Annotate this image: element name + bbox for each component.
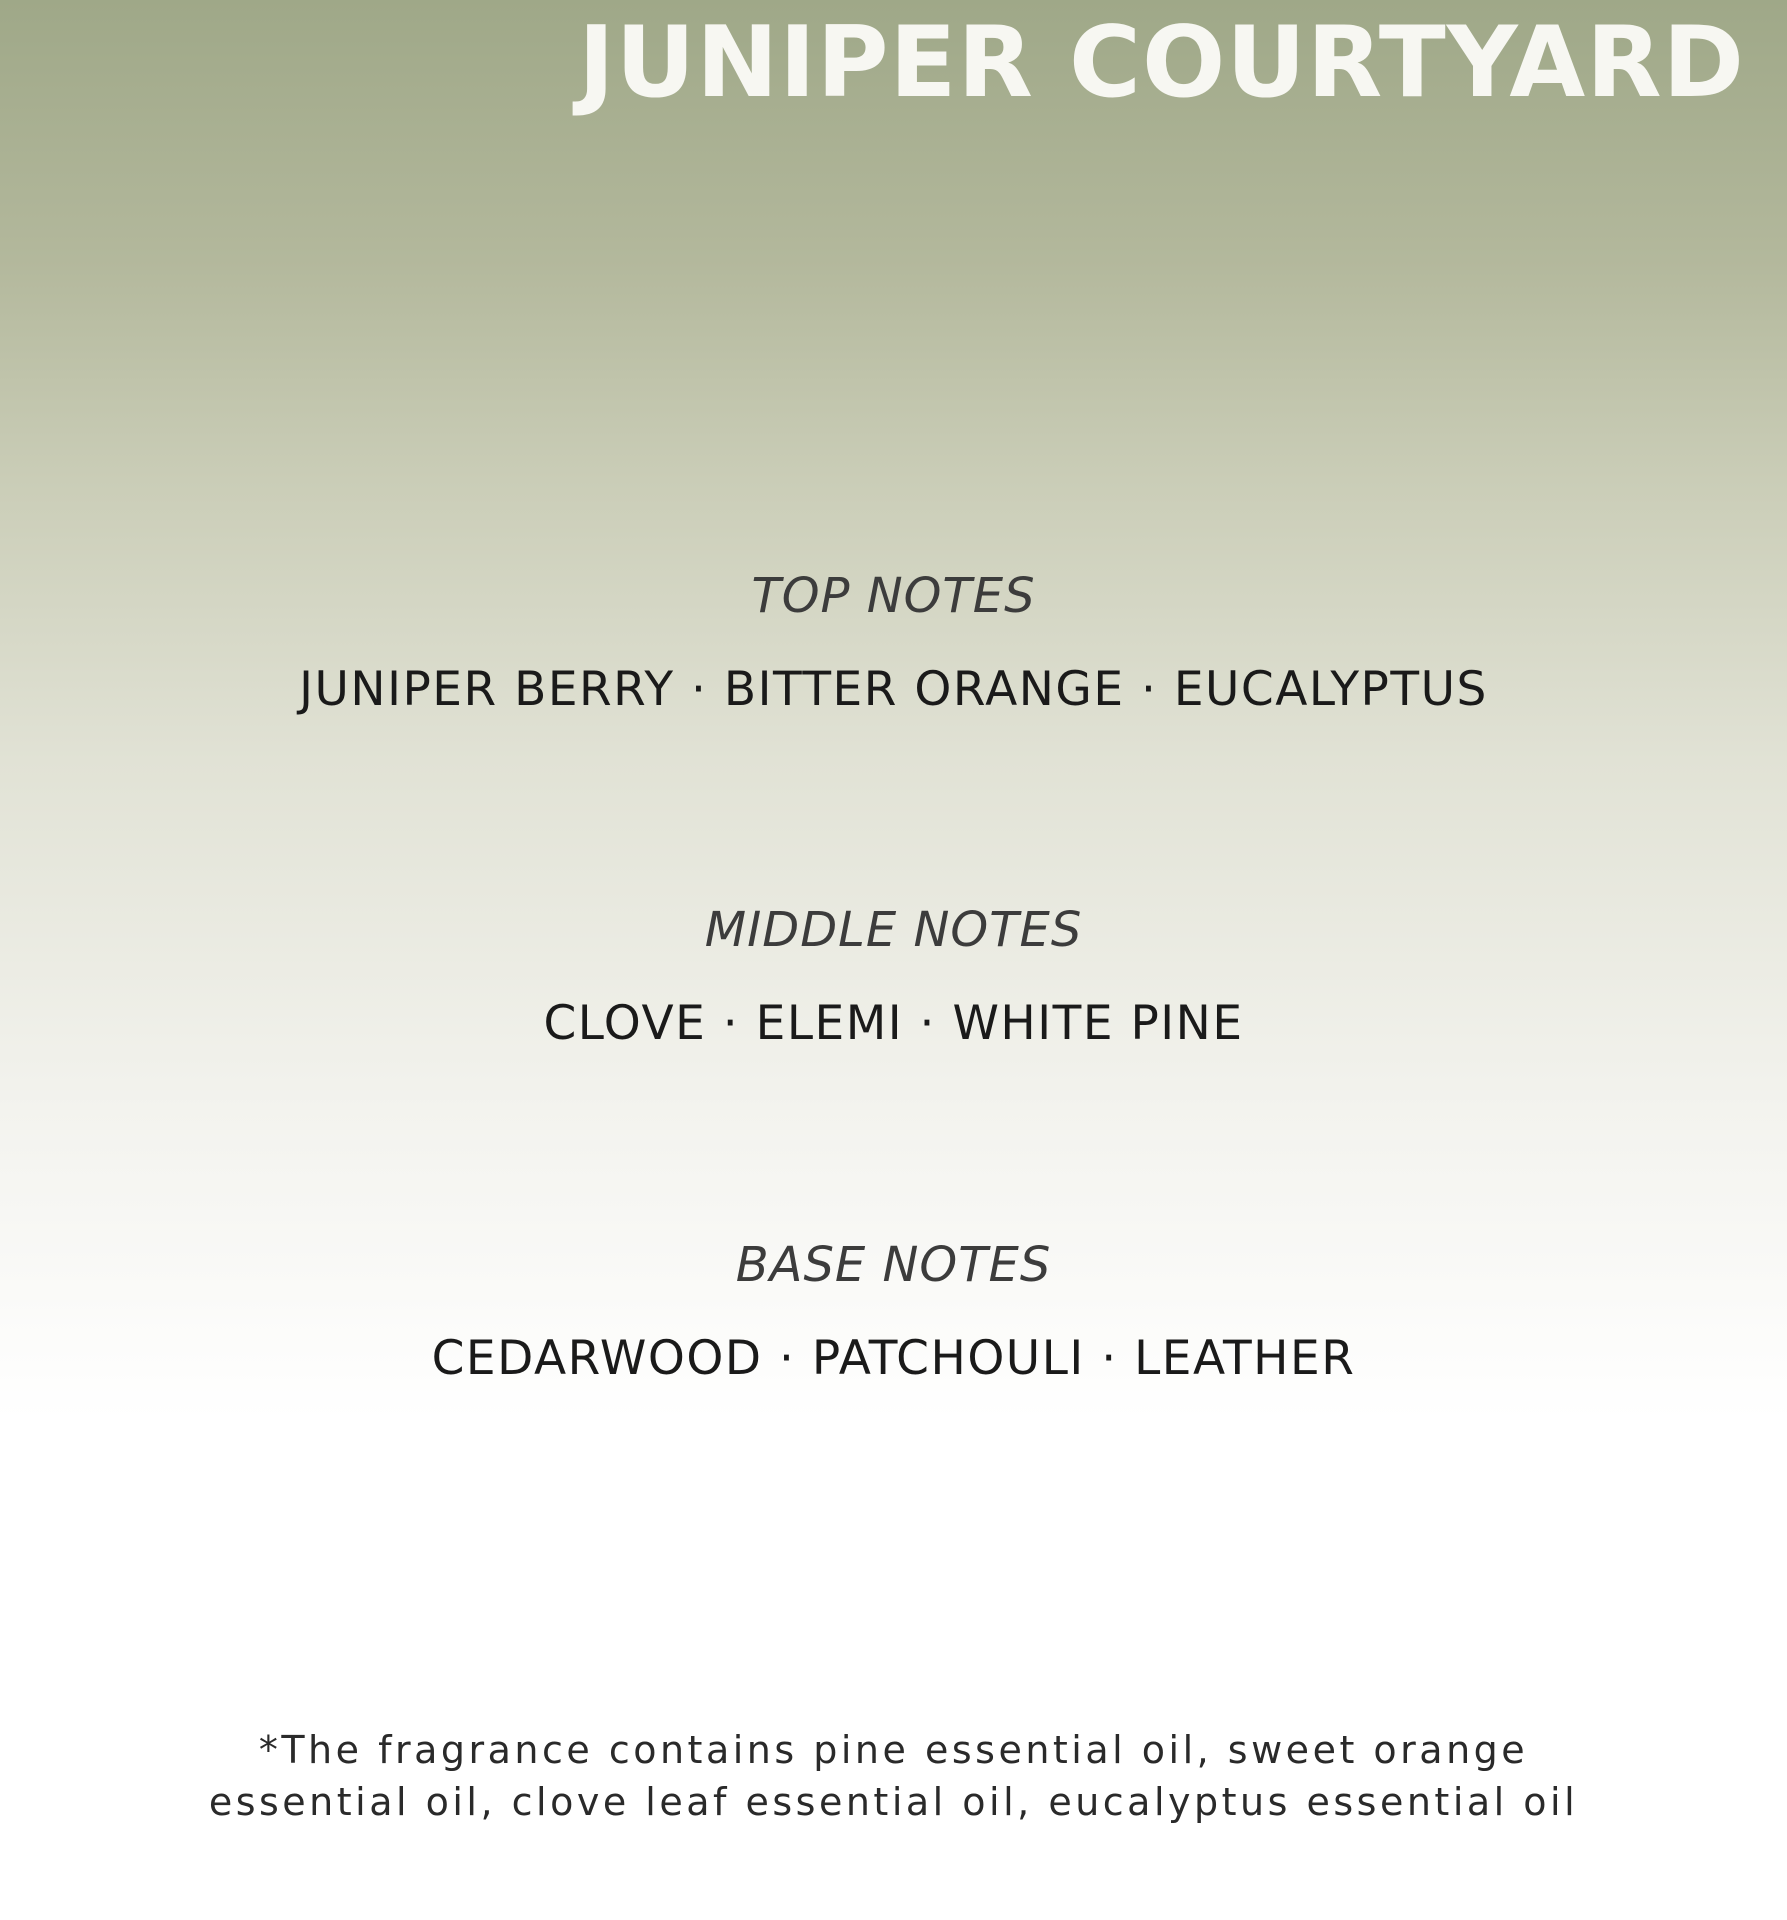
- top-notes-label: TOP NOTES: [751, 568, 1036, 624]
- middle-notes-label: MIDDLE NOTES: [704, 902, 1083, 958]
- base-notes-list: CEDARWOOD · PATCHOULI · LEATHER: [431, 1331, 1356, 1386]
- disclaimer-line-2: essential oil, clove leaf essential oil, eucalyptus essential oil: [208, 1780, 1579, 1824]
- ingredients-disclaimer: [0, 1724, 1787, 1828]
- product-title: JUNIPER COURTYARD: [578, 6, 1745, 120]
- middle-notes-list: CLOVE · ELEMI · WHITE PINE: [543, 996, 1244, 1051]
- base-notes-label: BASE NOTES: [735, 1237, 1052, 1293]
- disclaimer-line-1: *The fragrance contains pine essential oil, sweet orange: [258, 1728, 1529, 1772]
- base-notes-section: [0, 1237, 1787, 1387]
- top-notes-section: [0, 568, 1787, 718]
- middle-notes-section: [0, 902, 1787, 1052]
- top-notes-list: JUNIPER BERRY · BITTER ORANGE · EUCALYPTUS: [299, 662, 1488, 717]
